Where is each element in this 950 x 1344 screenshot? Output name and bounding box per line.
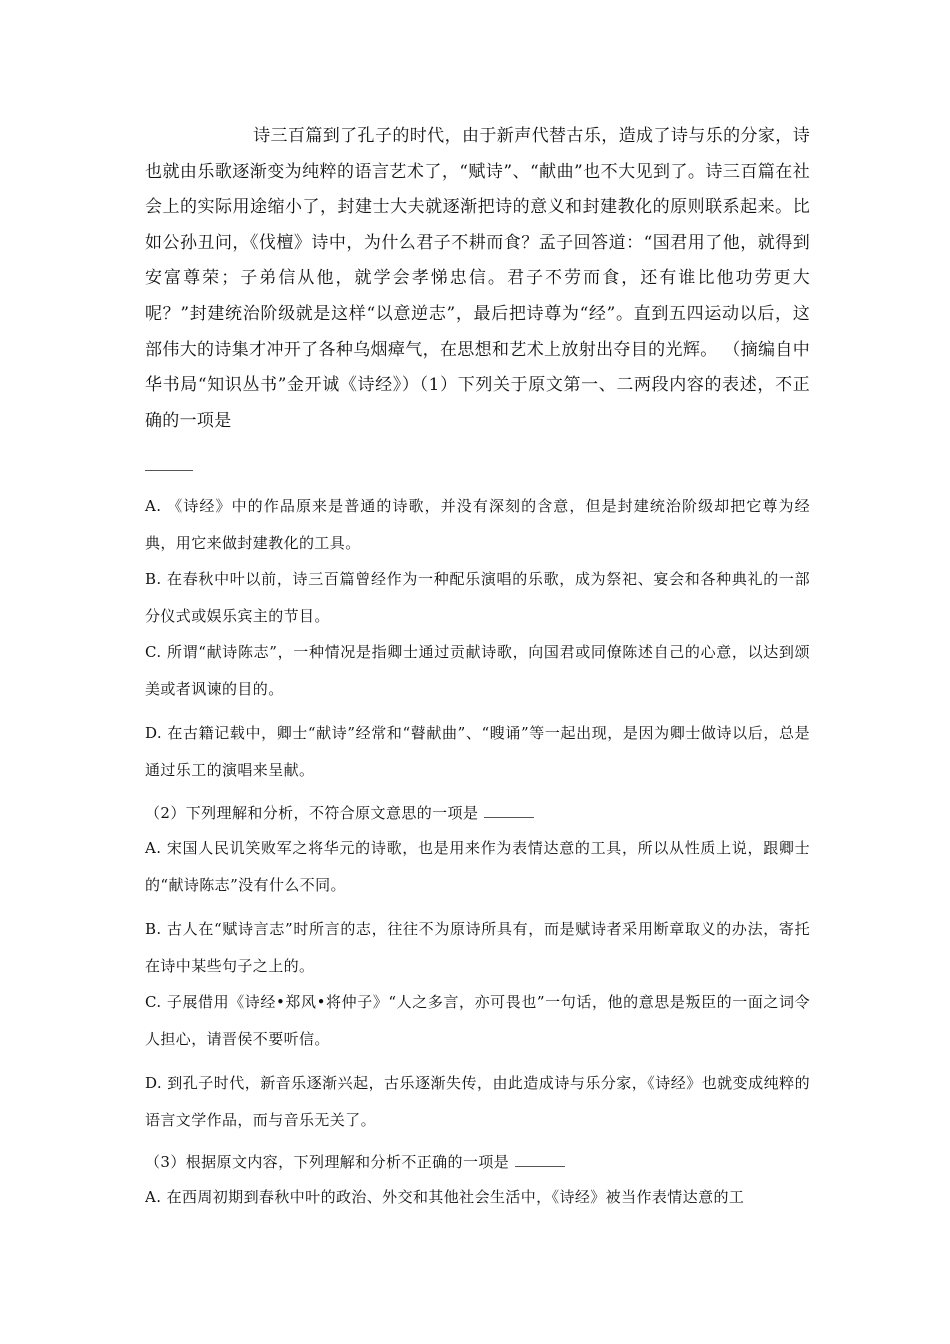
- q1-option-b: B. 在春秋中叶以前，诗三百篇曾经作为一种配乐演唱的乐歌，成为祭祀、宴会和各种典礼的一部分仪式或娱乐宾主的节目。: [145, 570, 810, 625]
- q3-stem: [145, 1144, 810, 1180]
- q2-option-b: B. 古人在“赋诗言志”时所言的志，往往不为原诗所具有，而是赋诗者采用断章取义的办法，寄托在诗中某些句子之上的。: [145, 920, 810, 975]
- passage-paragraph: [145, 119, 810, 439]
- q1-option-d: D. 在古籍记载中，卿士“献诗”经常和“瞽献曲”、“瞍诵”等一起出现，是因为卿士做诗以后，总是通过乐工的演唱来呈献。: [145, 724, 810, 779]
- q2-option-a: A. 宋国人民讥笑败军之将华元的诗歌，也是用来作为表情达意的工具，所以从性质上说，跟卿士的“献诗陈志”没有什么不同。: [145, 839, 810, 894]
- answer-blank: [145, 470, 193, 471]
- answer-blank: [515, 1152, 565, 1167]
- passage-text: 诗三百篇到了孔子的时代，由于新声代替古乐，造成了诗与乐的分家，诗也就由乐歌逐渐变为纯粹的语言艺术了，“赋诗”、“献曲”也不大见到了。诗三百篇在社会上的实际用途缩小了，封建士大夫就逐渐把诗的意义和封建教化的原则联系起来。比如公孙丑问，《伐檀》诗中，为什么君子不耕而食？孟子回答道：“国君用了他，就得到安富尊荣；子弟信从他，就学会孝悌忠信。君子不劳而食，还有谁比他功劳更大呢？”封建统治阶级就是这样“以意逆志”，最后把诗尊为“经”。直到五四运动以后，这部伟大的诗集才冲开了各种乌烟瘴气，在思想和艺术上放射出夺目的光辉。 （摘编自中华书局“知识丛书”金开诚《诗经》）（1）下列关于原文第一、二两段内容的表述，不正确的一项是: [145, 126, 810, 431]
- q1-option-a: A. 《诗经》中的作品原来是普通的诗歌，并没有深刻的含意，但是封建统治阶级却把它尊为经典，用它来做封建教化的工具。: [145, 497, 810, 552]
- q3-stem-text: （3）根据原文内容，下列理解和分析不正确的一项是: [145, 1153, 510, 1171]
- answer-blank: [484, 803, 534, 818]
- q2-stem-text: （2）下列理解和分析，不符合原文意思的一项是: [145, 804, 479, 822]
- q2-stem: [145, 795, 810, 831]
- q2-option-d: D. 到孔子时代，新音乐逐渐兴起，古乐逐渐失传，由此造成诗与乐分家，《诗经》也就变成纯粹的语言文学作品，而与音乐无关了。: [145, 1074, 810, 1129]
- q2-option-c: C. 子展借用《诗经•郑风•将仲子》“人之多言，亦可畏也”一句话，他的意思是叛臣的一面之词令人担心，请晋侯不要听信。: [145, 993, 810, 1048]
- q3-option-a: A. 在西周初期到春秋中叶的政治、外交和其他社会生活中，《诗经》被当作表情达意的工: [145, 1188, 745, 1206]
- q1-option-c: C. 所谓“献诗陈志”，一种情况是指卿士通过贡献诗歌，向国君或同僚陈述自己的心意，以达到颂美或者讽谏的目的。: [145, 643, 810, 698]
